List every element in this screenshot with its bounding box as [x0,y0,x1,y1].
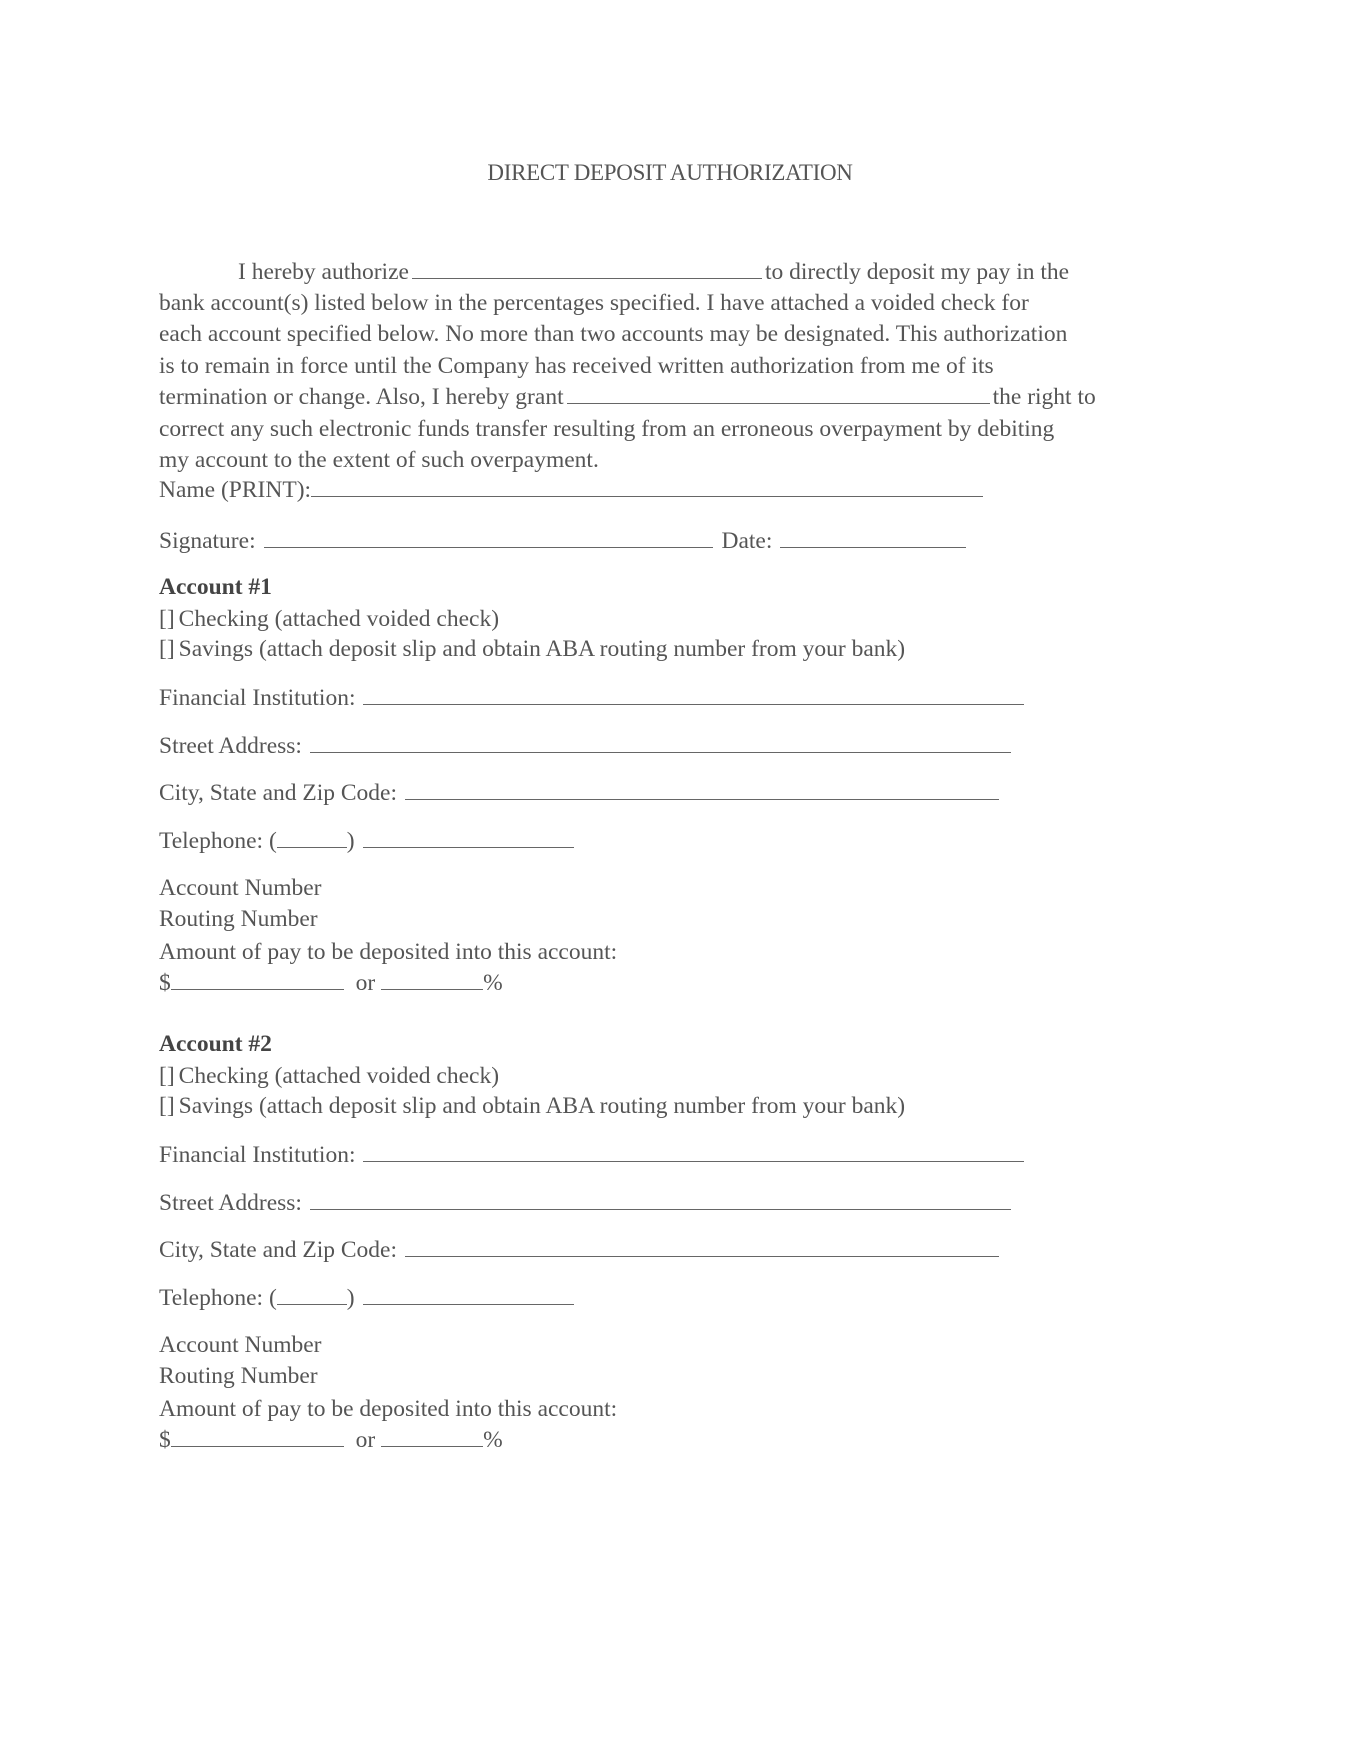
telephone-field[interactable] [363,827,574,848]
or-text: or [355,1427,376,1453]
area-code-field[interactable] [277,827,347,848]
street-address-label: Street Address: [159,733,302,759]
name-label: Name (PRINT): [159,477,312,503]
checking-checkbox[interactable]: [] [159,1063,175,1089]
checking-label: Checking (attached voided check) [178,1063,500,1089]
telephone-label: Telephone: [159,828,264,854]
percent-field[interactable] [381,969,483,990]
dollar-amount-field[interactable] [171,969,344,990]
paragraph-line-6: correct any such electronic funds transfer resulting from an erroneous overpayment by debiting [159,416,1055,442]
percent-sign: % [483,970,503,996]
paragraph-line-7: my account to the extent of such overpayment. [159,447,599,473]
account-row [159,684,1027,712]
paragraph-line-4: is to remain in force until the Company has received written authorization from me of its [159,353,994,379]
routing-number-label: Routing Number [159,906,318,932]
signature-field[interactable] [264,527,713,548]
percent-field[interactable] [381,1426,483,1447]
checking-label: Checking (attached voided check) [178,606,500,632]
city-state-zip-label: City, State and Zip Code: [159,1237,398,1263]
text: to directly deposit my pay in the [764,259,1070,285]
text: I hereby authorize [238,259,409,285]
city-state-zip-field[interactable] [405,1236,999,1257]
signature-row [159,527,969,555]
paragraph-line-2: bank account(s) listed below in the percentages specified. I have attached a voided check for [159,290,1029,316]
financial-institution-label: Financial Institution: [159,685,356,711]
account-heading: Account #1 [159,574,272,600]
account-row [159,938,617,966]
name-print-row [159,476,986,504]
account-row: Telephone: ( ) [159,1284,577,1312]
text: the right to [992,384,1096,410]
company-grant-blank[interactable] [567,383,990,404]
financial-institution-label: Financial Institution: [159,1142,356,1168]
name-field[interactable] [311,476,983,497]
date-field[interactable] [780,527,966,548]
percent-sign: % [483,1427,503,1453]
account-row [159,1141,1027,1169]
account-row [159,1236,1002,1264]
account-number-label: Account Number [159,875,322,901]
account-row [159,905,318,933]
account-row [159,573,272,601]
dollar-sign: $ [159,970,171,996]
account-row [159,1030,272,1058]
or-text: or [355,970,376,996]
savings-checkbox[interactable]: [] [159,636,175,662]
paragraph-line-1 [238,258,1069,286]
street-address-field[interactable] [310,1189,1011,1210]
city-state-zip-field[interactable] [405,779,999,800]
dollar-amount-field[interactable] [171,1426,344,1447]
text: termination or change. Also, I hereby grant [159,384,564,410]
account-row [159,969,503,997]
city-state-zip-label: City, State and Zip Code: [159,780,398,806]
savings-checkbox[interactable]: [] [159,1093,175,1119]
paragraph-line-3: each account specified below. No more than two accounts may be designated. This authorization [159,321,1068,347]
account-row [159,1189,1014,1217]
checking-checkbox[interactable]: [] [159,606,175,632]
amount-label: Amount of pay to be deposited into this account: [159,939,618,965]
date-label: Date: [721,528,773,554]
savings-label: Savings (attach deposit slip and obtain ABA routing number from your bank) [178,636,906,662]
document-title: DIRECT DEPOSIT AUTHORIZATION [487,160,853,185]
routing-number-label: Routing Number [159,1363,318,1389]
account-row [159,1395,617,1423]
account-row [159,874,322,902]
street-address-field[interactable] [310,732,1011,753]
account-row [159,605,499,633]
savings-label: Savings (attach deposit slip and obtain ABA routing number from your bank) [178,1093,906,1119]
dollar-sign: $ [159,1427,171,1453]
financial-institution-field[interactable] [363,1141,1024,1162]
account-number-label: Account Number [159,1332,322,1358]
street-address-label: Street Address: [159,1190,302,1216]
account-row [159,1062,499,1090]
area-code-field[interactable] [277,1284,347,1305]
account-row [159,732,1014,760]
account-row: Telephone: ( ) [159,827,577,855]
account-row [159,779,1002,807]
account-row [159,1426,503,1454]
account-row [159,1092,905,1120]
telephone-label: Telephone: [159,1285,264,1311]
employer-name-blank[interactable] [412,258,762,279]
amount-label: Amount of pay to be deposited into this account: [159,1396,618,1422]
financial-institution-field[interactable] [363,684,1024,705]
account-row [159,1362,318,1390]
paragraph-line-5 [159,383,1096,411]
account-row [159,635,905,663]
signature-label: Signature: [159,528,256,554]
account-row [159,1331,322,1359]
account-heading: Account #2 [159,1031,272,1057]
telephone-field[interactable] [363,1284,574,1305]
